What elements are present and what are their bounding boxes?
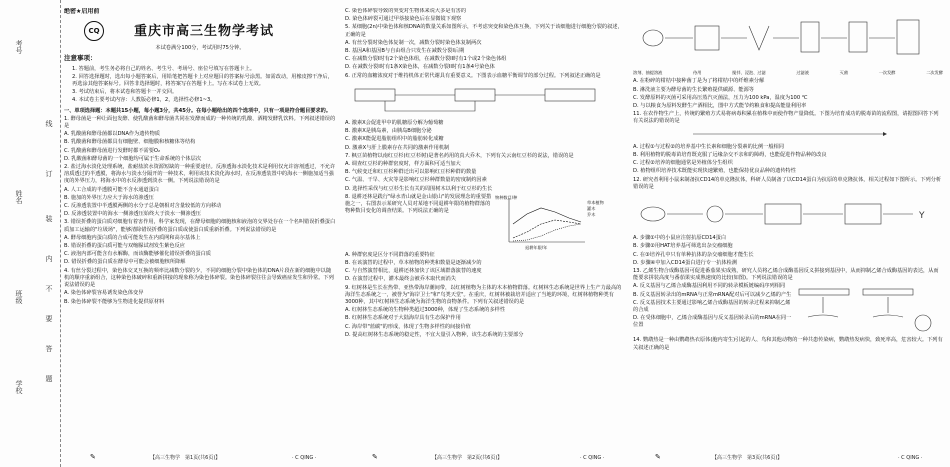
option-line: A. 染色体碎裂容易诱发染色体变异 xyxy=(64,290,144,297)
option-line: D. 步骤④中加入CD14蛋白进行专一抗体检测 xyxy=(633,259,737,266)
option-line: B. 气候变迁和红豆杉种群迁出可以影响红豆杉种群的数量 xyxy=(345,169,477,176)
option-line: B. 淋洗液主要为酵母菌的生长繁殖提供碳源、能源等 xyxy=(633,86,754,93)
question-line: 5. 某细胞(2n)中染色体和核DNA的数量关系如图所示，不考虑突变和染色体互换，下列关于该细胞进行细胞分裂的叙述，正确的是 xyxy=(345,24,623,38)
option-line: C. 发酵原料的灭菌可采用高压蒸汽灭菌法，压力为100 kPa，温度为100 ℃ xyxy=(633,94,808,101)
page-1 xyxy=(64,8,336,460)
figure-label: 二次发酵 xyxy=(926,70,943,76)
option-line: D. 选择性采伐与红豆杉生长有关的周围树木以利于红豆杉的生长 xyxy=(345,185,493,192)
footer-code: · C QING · xyxy=(898,455,923,461)
figure-label: 过滤液 xyxy=(796,70,809,76)
option-line: C. 在③培养孔中只有单种抗体的杂交瘤细胞才能生长 xyxy=(633,251,754,258)
figure-label: 溶剂、抽提溶液 xyxy=(633,70,663,76)
option-line: B. 在该演替的过程中，草本植物的种类和数量是逐渐减少的 xyxy=(345,260,482,267)
option-line: B. 步骤②用HAT培养基可筛选出杂交瘤细胞 xyxy=(633,243,733,250)
option-line: B. 错误折叠的蛋白质可能与双缩脲试剂发生紫色反应 xyxy=(64,243,185,250)
margin-label-school: 学校 xyxy=(15,380,23,394)
margin-dash-label: 线 xyxy=(45,120,53,127)
option-line: A. 乳酸菌和酵母菌都以DNA作为遗传物质 xyxy=(64,131,160,138)
option-line: D. 在受体细胞中，乙烯合成酶基因与反义基因转录后的mRNA在同一位置 xyxy=(633,315,792,329)
option-line: A. 激素X会促进甲中的肌糖原分解为葡萄糖 xyxy=(345,120,444,127)
section-heading: 一、单项选择题：本题共15小题，每小题3分，共45分。在每小题给出的四个选项中，只有一项是符合题目要求的。 xyxy=(64,107,332,114)
option-line: A. 调查红豆杉的种群密度时，样方面积可适当加大 xyxy=(345,161,461,168)
chart-ylabel: 物种数目/种 xyxy=(495,194,518,200)
question-line: 12. 研究者利用小鼠来制备抗CD14的单克隆抗体，科研人员制备了以CD14蛋白为抗原的单克隆抗体，相关过程如下图所示。下列分析错误的是 xyxy=(633,176,942,190)
option-line: B. 反义基因转录出的mRNA与正常mRNA配对后可以减少乙烯的产生 xyxy=(633,291,792,298)
option-line: A. 人工合成的半透膜可能不含水通道蛋白 xyxy=(64,186,159,193)
margin-label-class: 班级 xyxy=(15,290,23,304)
option-line: C. 激素X能促进脂肪组织中的脂肪转化成糖 xyxy=(345,136,444,143)
page-footer: 【高三生物学 第1页(共6页)】 xyxy=(150,455,221,461)
option-line: D. 反渗透装置中的海水一侧渗透压始终大于淡水一侧渗透压 xyxy=(64,211,201,218)
tissue-culture-flow xyxy=(633,127,943,141)
binding-margin xyxy=(0,0,61,467)
margin-dash-label: 不 xyxy=(45,285,53,292)
chart-xlabel: 退耕年限/年 xyxy=(525,244,548,250)
question-line: 14. 鹦鹉热是一种由鹦鹉热衣原体(胞内寄生)引起的人、鸟和其他动物的一种共患传染病，鹦鹉热发病快，致死率高，危害较大。下列有关叙述正确的是 xyxy=(633,337,943,351)
option-line: D. 激素X与肝上膜素存在共同的激素作用机制 xyxy=(345,144,450,151)
antibody-process-diagram xyxy=(633,192,943,232)
page-title: 重庆市高三生物学考试 xyxy=(134,23,275,39)
option-line: C. 液泡内部可能含有水解酶，而该酶能够催化错误折叠的蛋白质 xyxy=(64,251,211,258)
footer-code: · C QING · xyxy=(292,455,317,461)
option-line: B. 利用植物的脱毒苗培育既克服了远缘杂交不亲和的障碍，也能促进作物品种的改良 xyxy=(633,152,827,159)
option-line: C. 反义基因技术主要通过影响乙烯合成酶基因的转录过程来抑制乙烯的合成 xyxy=(633,299,791,314)
option-line: D. 染色体碎裂可通过甲萘接染色后在显微镜下观察 xyxy=(345,16,462,23)
option-line: B. 染色体碎裂不能够为生物进化提供原材料 xyxy=(64,298,165,305)
option-line: B. 基因A和基因B与自由组合只发生在减数分裂I后期 xyxy=(345,48,465,55)
option-line: A. 酵母细胞内蛋白质的合成可能发生在内质网和高尔基体上 xyxy=(64,234,201,241)
pencil-icon: ✎ xyxy=(655,453,661,461)
option-line: C. 气温、干旱、火灾等是影响红豆杉种群数量的密度制约因素 xyxy=(345,177,487,184)
option-line: C. 染色体碎裂导致的突变对生物体来说大多是有害的 xyxy=(345,8,467,14)
notice-title: 注意事项： xyxy=(64,54,97,63)
page-3 xyxy=(633,8,943,460)
margin-dash-label: 内 xyxy=(45,255,53,262)
figure-label: 待用 xyxy=(693,70,702,76)
option-line: C. 海岸带"蓝碳"的形成，体现了生物多样性的间接价值 xyxy=(345,323,471,330)
option-line: A. 步骤①中的小鼠应注射抗原CD14蛋白 xyxy=(633,235,727,242)
legend-entry: 灌木 xyxy=(587,205,596,211)
option-line: D. 植物组织培养技术既能实现快速繁殖，也能保持优良品种的遗传特性 xyxy=(633,168,796,175)
notice-item: 4. 本试卷主要考试内容：人教版必修1，2，选择性必修1~3。 xyxy=(72,97,216,104)
question-line: 3. 错误折叠的蛋白质对细胞有着害作用，科学家发现，在酵母细胞的细胞核和液泡的交界处存在一个名叫错误折叠蛋白质加工运输的"垃圾场"，能够清除错误折叠的蛋白质或使蛋白质重新折叠。下列说法错误的是 xyxy=(64,219,336,233)
figure-label: 一次发酵 xyxy=(878,70,896,76)
notice-item: 2. 回答选择题时，选出每小题答案后，用铅笔把答题卡上对应题目的答案标号涂黑。如需改动，用橡皮擦干净后，再选涂其他答案标号。回答非选择题时，将答案写在答题卡上。写在本试卷上无效。 xyxy=(72,73,333,88)
question-line: 13. 乙烯生物合成酶基因可促进番茄果实成熟，研究人员将乙烯合成酶基因反义拼接到基因中，从而抑制乙烯合成酶基因的表达，从而能要求拼装高度与番茄果实成熟速度的比较(如图)。下列说法错误的是 xyxy=(633,268,939,282)
page-footer: 【高三生物学 第2页(共6页)】 xyxy=(432,455,503,461)
page-footer: 【高三生物学 第3页(共6页)】 xyxy=(712,455,783,461)
option-line: C. 与自然演替相比，退耕还林加快了该区域群落演替的速度 xyxy=(345,268,482,275)
margin-dash-label: 订 xyxy=(45,170,53,177)
option-line: A. 红树林生态系统的生物种类超过3000种，体现了生态系统的多样性 xyxy=(345,307,506,314)
question-line: 11. 在农作物生产上，传统的繁殖方式易将病毒积累在植株中而使作物产量降低。下图为培育成功的脱毒苗的流程图，请据图回答下列有关说法的错误的是 xyxy=(633,111,939,125)
option-line: A. 在粉碎的柑桔中接种菌丁是为了将柑桔中的纤维素分解 xyxy=(633,78,765,85)
margin-label-name: 姓名 xyxy=(15,190,23,204)
option-line: D. 在演替过程中，灌木最终会被乔木取代而消失 xyxy=(345,276,457,283)
option-line: D. 与以粮食为原料发酵生产酒相比，图中方式能节约粮食和提高能量利用率 xyxy=(633,103,807,110)
option-line: A. 种群密度是区分不同群落的重要特征 xyxy=(345,251,435,258)
pencil-icon: ✎ xyxy=(372,453,378,461)
option-line: B. 激素X是胰岛素，由胰岛B细胞分泌 xyxy=(345,128,432,135)
option-line: A. 有丝分裂时染色体复制一次，减数分裂时染色体复制两次 xyxy=(345,39,482,46)
option-line: B. 红树林生态系统对于大陆海岸具有生态保护作用 xyxy=(345,315,461,322)
logo: CQ xyxy=(84,21,104,41)
legend-entry: 草本植物 xyxy=(587,199,604,205)
margin-dash-label: 答 xyxy=(45,345,53,352)
question-line: 9. 红树林是生长在热带、亚热带海岸潮间带，以红树植物为主体的木本植物群落。红树林生态系统是世界上生产力最高的海洋生态系统之一，被誉为"海岸卫士"和"鸟类天堂"。在重庆，红树林被栽培并适应了当地的环境，红树林植物种类有3000种，其中红树林生态系统为海洋生物的食物条件。下列有关叙述错误的是 xyxy=(345,284,622,306)
question-line: 7. 枫豆苗植物以南红豆杉(红豆杉树)是著名药用的真大乔木，下列有关云南红豆杉的说法，错误的是 xyxy=(345,152,574,159)
margin-dash-label: 装 xyxy=(45,215,53,222)
option-line: C. 反渗透装置中半透膜两侧的水分子总是朝相对含量较低的方向移动 xyxy=(64,203,222,210)
fermentation-flow-diagram xyxy=(633,8,943,72)
option-line: D. 在减数分裂I时有1条X染色体，在减数分裂II时有1条4号染色体 xyxy=(345,64,495,71)
option-line: D. 错误折叠的蛋白质在酵母中可能会被细胞核所降解 xyxy=(64,259,186,266)
notice-item: 3. 考试结束后，将本试卷和答题卡一并交回。 xyxy=(72,89,178,96)
succession-chart xyxy=(495,194,620,252)
legend-entry: 乔木 xyxy=(587,211,596,217)
margin-dash-label: 题 xyxy=(45,375,53,382)
question-line: 8. 退耕还林是践行"绿水青山就是金山银山"的发展理念的重要措施之一，右图表示某研究人员对某地不同退耕年限的植物群落的物种数目变化的调查结果。下列说法正确的是 xyxy=(345,193,492,215)
secret-mark: 绝密★启用前 xyxy=(64,8,100,15)
option-line: B. 乳酸菌和酵母菌都具有细胞壁、细胞膜和核糖体等结构 xyxy=(64,139,196,146)
footer-code: · C QING · xyxy=(580,455,605,461)
antisense-gene-diagram xyxy=(793,283,938,337)
score-line: 本试卷满分100分，考试用时75分钟。 xyxy=(155,45,245,52)
option-line: C. 乳酸菌和酵母菌进行发酵时都不需要O₂ xyxy=(64,147,161,154)
question-line: 1. 酵母菌是一种让面包发酵、使乳酸菌和酵母菌共同在发酵而成的一种传统的乳酸、酒精发酵乳饮料。下列叙述错误的是 xyxy=(64,115,336,130)
question-line: 2. 盐过海水淡化处理系统，盐耐盐滨水资源短缺的一种重要途径。反渗透海水淡化技术是利用仅允许溶剂透过，不允许溶质透过的半透膜，将海水与淡水分隔开的一种技术，利用该技术淡化海水时，在反渗透装置中的海水一侧施加适当强度的外界压力，将海水中的水反渗透到淡水一侧。下列说法错误的是 xyxy=(64,164,336,185)
option-line: B. 施加的外界压力应大于海水的渗透压 xyxy=(64,194,154,201)
figure-label: 搅拌、浸泡、过滤 xyxy=(732,70,766,76)
margin-label-exam-no: 考号 xyxy=(15,40,23,54)
svg-text:Y: Y xyxy=(919,211,925,222)
figure-label: 灭菌 xyxy=(839,70,849,76)
pencil-icon: ✎ xyxy=(90,453,96,461)
page-2 xyxy=(345,8,625,460)
question-line: 6. 正常的血糖浓度对于维持机体正常代谢具有重要意义。下图表示血糖平衡调节的部分过程。下列叙述正确的是 xyxy=(345,72,601,79)
option-line: C. 在减数分裂I时有2个染色体组，在减数分裂II时有1个或2个染色体组 xyxy=(345,56,507,63)
notice-item: 1. 答题前，考生务必将自己的姓名、考生号、考场号、座位号填写在答题卡上。 xyxy=(72,65,255,72)
glucose-regulation-diagram xyxy=(345,81,625,117)
option-line: C. 过程②培养的细胞通常是外植体分生组织 xyxy=(633,160,733,167)
option-line: A. 反义基因与乙烯合成酶基因利用不同的转录模板链编码序列相同 xyxy=(633,283,786,290)
option-line: D. 乳酸菌和酵母菌的一个细胞均可属于生命系统的个体层次 xyxy=(64,155,201,162)
question-line: 4. 有丝分裂过程中，染色体交叉互换的频率比减数分裂的少，不同的细胞分裂中染色体的DNA片段在新的细胞中以随机的顺序重新组合，这种染色体破碎和重新拼接的现象称为染色体碎裂。染色体碎裂往往会导致癌症发生和异常。下列说法错误的是 xyxy=(64,267,334,289)
option-line: A. 过程①与过程②的培养基中生长素和细胞分裂素的比例一般相同 xyxy=(633,143,784,150)
title-block xyxy=(64,21,336,41)
option-line: D. 提高红树林生态系统的稳定性，不宜大量引入物种，该生态系统的主要部分 xyxy=(345,331,524,338)
margin-dash-label: 要 xyxy=(45,315,53,322)
